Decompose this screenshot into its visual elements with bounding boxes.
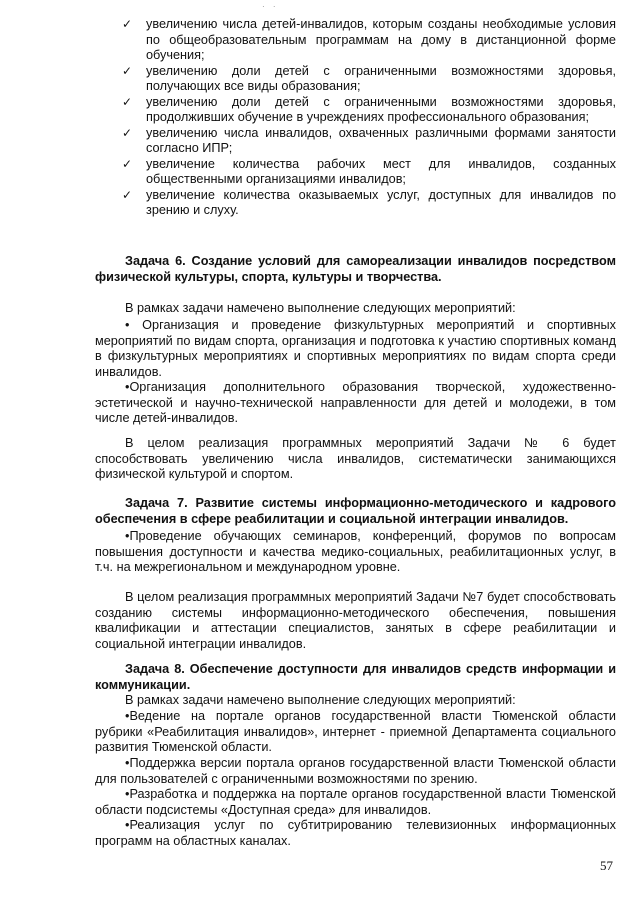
list-item-text: увеличению доли детей с ограниченными возможностями здоровья, продолживших обучение в учреждениях профессионального образования;	[146, 94, 616, 124]
task7-summary: В целом реализация программных мероприятий Задачи №7 будет способствовать созданию системы информационно-методического обеспечения, повышения квалификации и аттестации специалистов, занятых в сфере реабилитации и социальной интеграции инвалидов.	[95, 590, 616, 651]
page-number: 57	[600, 858, 613, 873]
list-item	[122, 156, 616, 188]
checkmark-icon: ✓	[122, 125, 133, 140]
list-item	[122, 125, 616, 157]
list-item-text: увеличение количества оказываемых услуг, доступных для инвалидов по зрению и слуху.	[146, 187, 616, 217]
list-item	[122, 187, 616, 219]
task6-heading: Задача 6. Создание условий для самореализации инвалидов посредством физической культуры, спорта, культуры и творчества.	[95, 254, 616, 284]
task8-intro: В рамках задачи намечено выполнение следующих мероприятий:	[125, 693, 516, 707]
task8-item-1: •Ведение на портале органов государственной власти Тюменской области рубрики «Реабилитация инвалидов», интернет - приемной Департамента социального развития Тюменской области.	[95, 709, 616, 754]
list-item	[122, 17, 616, 64]
list-item-text: увеличению числа инвалидов, охваченных различными формами занятости согласно ИПР;	[146, 125, 616, 155]
task8-heading: Задача 8. Обеспечение доступности для инвалидов средств информации и коммуникации.	[95, 662, 616, 692]
task8-item-2: •Поддержка версии портала органов государственной власти Тюменской области для пользователей с ограниченными возможностями по зрению.	[95, 756, 616, 786]
list-item	[122, 63, 616, 95]
task7-heading: Задача 7. Развитие системы информационно-методического и кадрового обеспечения в сфере реабилитации и социальной интеграции инвалидов.	[95, 496, 616, 526]
task7-item-1: •Проведение обучающих семинаров, конференций, форумов по вопросам повышения доступности и качества медико-социальных, реабилитационных услуг, в т.ч. на межрегиональном и международном уровне.	[95, 529, 616, 574]
checkmark-icon: ✓	[122, 156, 133, 171]
task6-item-2: •Организация дополнительного образования творческой, художественно-эстетической и научно-технической направленности для детей и молодежи, в том числе детей-инвалидов.	[95, 380, 616, 425]
task8-item-4: •Реализация услуг по субтитрированию телевизионных информационных программ на областных каналах.	[95, 818, 616, 848]
list-item-text: увеличению числа детей-инвалидов, которым созданы необходимые условия по общеобразовательным программам на дому в дистанционной форме обучения;	[146, 17, 616, 62]
task8-item-3: •Разработка и поддержка на портале органов государственной власти Тюменской области подсистемы «Доступная среда» для инвалидов.	[95, 787, 616, 817]
outcomes-list	[122, 17, 616, 219]
task6-summary: В целом реализация программных мероприятий Задачи № 6 будет способствовать увеличению числа инвалидов, систематически занимающихся физической культурой и спортом.	[95, 436, 616, 481]
checkmark-icon: ✓	[122, 187, 133, 202]
checkmark-icon: ✓	[122, 63, 133, 78]
list-item	[122, 94, 616, 126]
task6-intro: В рамках задачи намечено выполнение следующих мероприятий:	[125, 301, 516, 315]
checkmark-icon: ✓	[122, 17, 133, 31]
scan-mark: · ·	[262, 2, 279, 11]
checkmark-icon: ✓	[122, 94, 133, 109]
list-item-text: увеличение количества рабочих мест для инвалидов, созданных общественными организациями инвалидов;	[146, 156, 616, 186]
list-item-text: увеличению доли детей с ограниченными возможностями здоровья, получающих все виды образования;	[146, 63, 616, 93]
task6-item-1: • Организация и проведение физкультурных мероприятий и спортивных мероприятий по видам спорта, организация и подготовка к участию спортивных команд в физкультурных мероприятиях и спортивных мероприятиях по видам спорта среди инвалидов.	[95, 318, 616, 379]
